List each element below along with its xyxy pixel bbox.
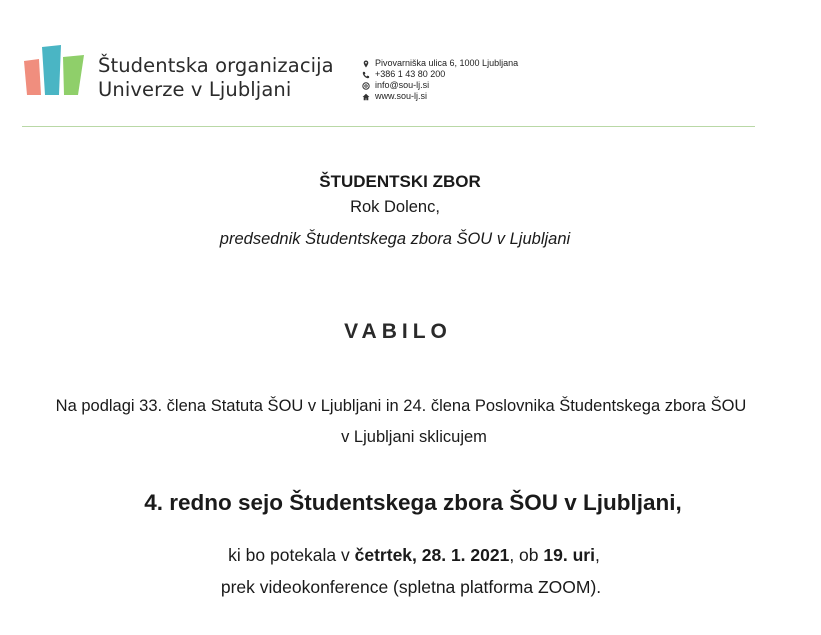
session-time: 19. uri: [543, 545, 595, 565]
contact-block: [362, 58, 518, 102]
logo-bar-green: [63, 55, 84, 95]
document-title: VABILO: [344, 320, 452, 343]
session-datetime: [228, 545, 600, 566]
location-pin-icon: [362, 60, 370, 68]
session-format: prek videokonference (spletna platforma ZOOM).: [220, 577, 602, 597]
logo-bar-teal: [42, 45, 61, 95]
header-divider: [22, 126, 755, 127]
org-name-line2: Univerze v Ljubljani: [98, 78, 292, 101]
contact-address: Pivovarniška ulica 6, 1000 Ljubljana: [375, 58, 519, 68]
datetime-suffix: ,: [594, 545, 600, 565]
contact-phone: +386 1 43 80 200: [375, 69, 446, 79]
datetime-prefix: ki bo potekala v: [228, 545, 355, 565]
home-icon: [362, 93, 370, 101]
addressee-body: ŠTUDENTSKI ZBOR: [319, 172, 481, 191]
phone-icon: [362, 71, 370, 79]
intro-line-1: Na podlagi 33. člena Statuta ŠOU v Ljubljani in 24. člena Poslovnika Študentskega zbora ŠOU: [55, 397, 747, 415]
org-name-line1: Študentska organizacija: [98, 54, 334, 77]
email-at-icon: [362, 82, 370, 90]
session-heading: 4. redno sejo Študentskega zbora ŠOU v Ljubljani,: [144, 490, 682, 515]
contact-email[interactable]: info@sou-lj.si: [375, 80, 430, 90]
contact-web[interactable]: www.sou-lj.si: [375, 91, 428, 101]
datetime-mid: , ob: [509, 545, 544, 565]
addressee-role: predsednik Študentskega zbora ŠOU v Ljubljani: [219, 230, 571, 248]
logo-bar-coral: [24, 59, 41, 95]
sou-logo: [22, 43, 86, 97]
org-name: [98, 54, 334, 102]
addressee-name: Rok Dolenc,: [350, 198, 440, 216]
session-date: četrtek, 28. 1. 2021: [354, 545, 510, 565]
intro-line-2: v Ljubljani sklicujem: [341, 428, 487, 446]
